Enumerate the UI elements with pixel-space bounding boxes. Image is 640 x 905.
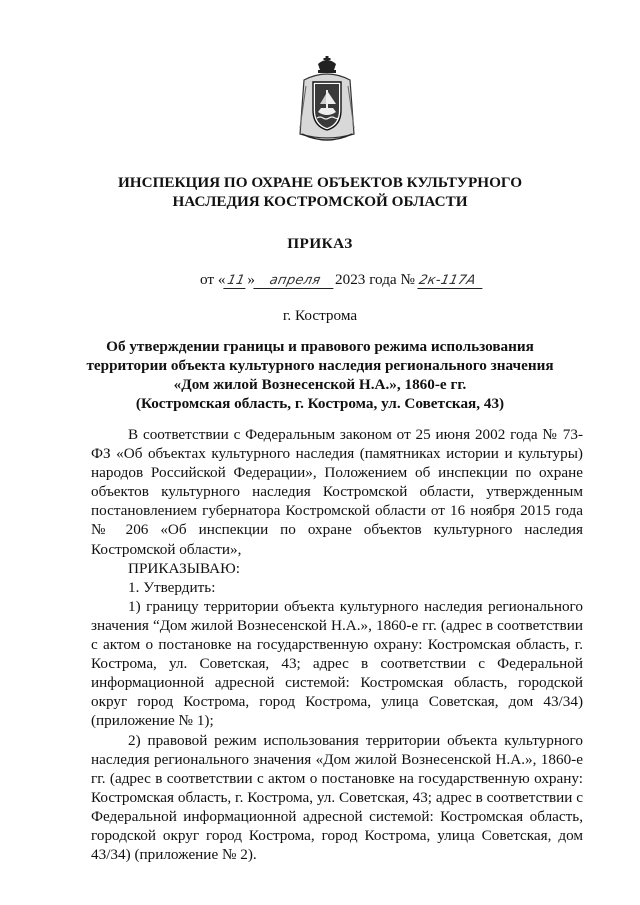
- subject-line1: Об утверждении границы и правового режима использования: [106, 338, 534, 355]
- order-word: ПРИКАЗЫВАЮ:: [128, 559, 240, 577]
- organization-name-line2: НАСЛЕДИЯ КОСТРОМСКОЙ ОБЛАСТИ: [172, 193, 468, 210]
- subitem-1: 1) границу территории объекта культурного наследия регионального значения “Дом жилой Вознесенской Н.А.», 1860-е гг. (адрес в соответствии с актом о постановке на государственную охрану: Костромская область, г. Кострома, ул. Советская, 43; адрес в соответствии с Федеральной информационной адресной системой: Костромская область, городской округ город Кострома, город Кострома, улица Советская, дом 43/34) (приложение № 1);: [91, 597, 583, 730]
- date-prefix: от «: [200, 271, 226, 288]
- date-number-line: [200, 271, 484, 289]
- city: г. Кострома: [282, 307, 358, 324]
- date-mid: »: [247, 271, 256, 288]
- subitem-2: 2) правовой режим использования территории объекта культурного наследия регионального значения «Дом жилой Вознесенской Н.А.», 1860-е гг. (адрес в соответствии с актом о постановке на государственную охрану: Костромская область, г. Кострома, ул. Советская, 43; адрес в соответствии с Федеральной информационной адресной системой: Костромская область, городской округ город Кострома, город Кострома, улица Советская, дом 43/34) (приложение № 2).: [91, 731, 583, 864]
- coat-of-arms-icon: [296, 56, 358, 142]
- subject-heading: [60, 337, 580, 413]
- item-1: 1. Утвердить:: [128, 578, 216, 596]
- organization-name-line1: ИНСПЕКЦИЯ ПО ОХРАНЕ ОБЪЕКТОВ КУЛЬТУРНОГО: [117, 174, 523, 191]
- subject-line2: территории объекта культурного наследия регионального значения: [86, 357, 554, 374]
- order-number: 2к-117А: [417, 273, 485, 289]
- organization-name: [60, 173, 580, 211]
- subject-line3: «Дом жилой Вознесенской Н.А.», 1860-е гг.: [173, 376, 467, 393]
- subject-line4: (Костромская область, г. Кострома, ул. Советская, 43): [135, 395, 505, 412]
- date-year-text: 2023 года №: [335, 271, 415, 288]
- document-body: [91, 425, 583, 864]
- date-month: апреля: [253, 273, 336, 289]
- preamble-paragraph: В соответствии с Федеральным законом от 25 июня 2002 года № 73-ФЗ «Об объектах культурного наследия (памятниках истории и культуры) народов Российской Федерации», Положением об инспекции по охране объектов культурного наследия Костромской области, утвержденным постановлением губернатора Костромской области от 16 ноября 2015 года № 206 «Об инспекции по охране объектов культурного наследия Костромской области»,: [91, 426, 583, 558]
- document-title: ПРИКАЗ: [287, 235, 353, 252]
- date-day: 11: [224, 273, 249, 289]
